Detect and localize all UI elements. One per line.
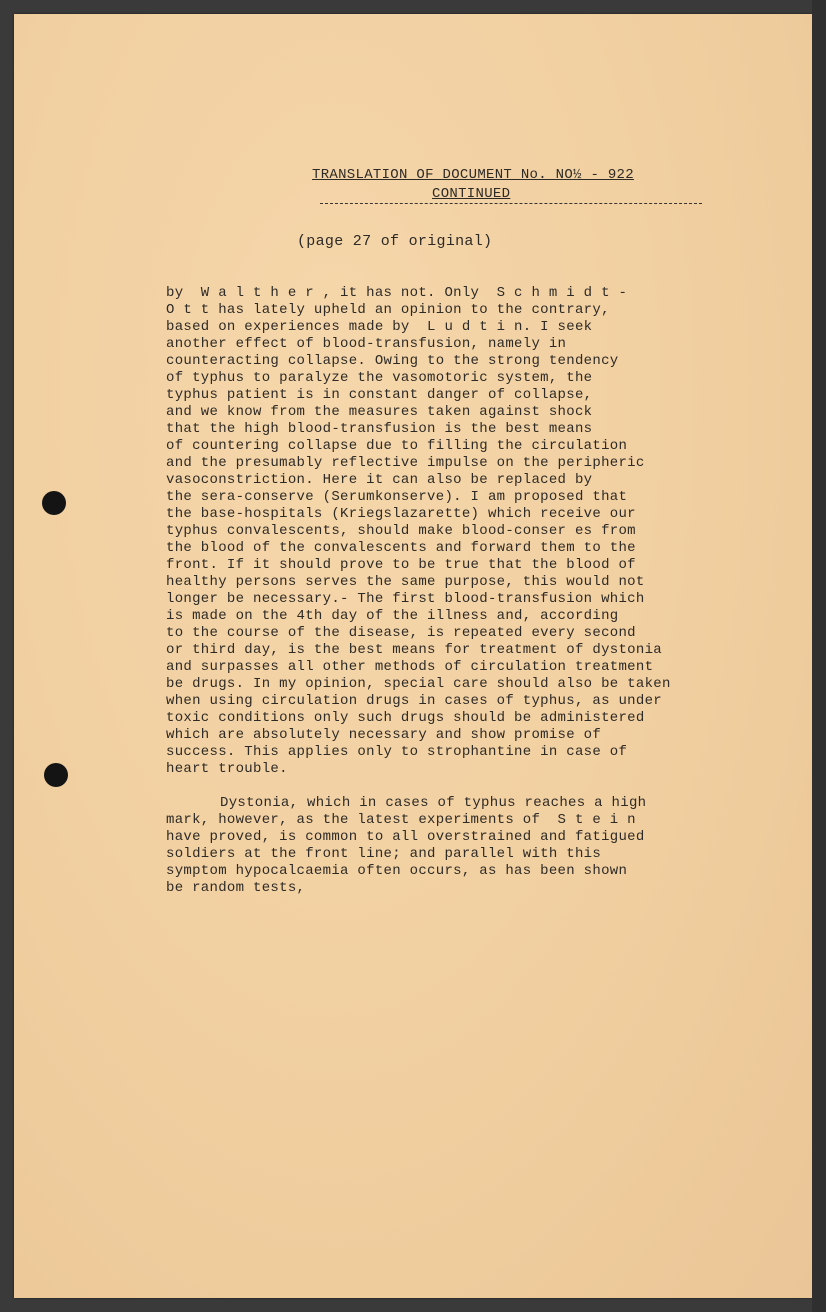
text-line: toxic conditions only such drugs should be administered	[166, 710, 645, 726]
text-line: counteracting collapse. Owing to the strong tendency	[166, 353, 619, 369]
text-line: or third day, is the best means for treatment of dystonia	[166, 642, 662, 658]
heading-underline	[320, 203, 702, 204]
text-line: have proved, is common to all overstrained and fatigued	[166, 829, 645, 845]
paragraph-2	[166, 795, 766, 897]
text-line: typhus convalescents, should make blood-conser es from	[166, 523, 636, 539]
heading-continued: CONTINUED	[432, 186, 511, 202]
body-text	[166, 285, 766, 897]
punch-hole-upper	[42, 491, 66, 515]
text-line: symptom hypocalcaemia often occurs, as has been shown	[166, 863, 628, 879]
text-line: O t t has lately upheld an opinion to the contrary,	[166, 302, 610, 318]
text-line: that the high blood-transfusion is the best means	[166, 421, 593, 437]
punch-hole-lower	[44, 763, 68, 787]
text-line: front. If it should prove to be true that the blood of	[166, 557, 636, 573]
text-line: vasoconstriction. Here it can also be replaced by	[166, 472, 593, 488]
text-line: Dystonia, which in cases of typhus reaches a high	[220, 795, 647, 811]
text-line: heart trouble.	[166, 761, 288, 777]
text-line: another effect of blood-transfusion, namely in	[166, 336, 567, 352]
text-line: be random tests,	[166, 880, 306, 896]
text-line: success. This applies only to strophantine in case of	[166, 744, 628, 760]
scan-border	[812, 0, 826, 1312]
text-line: which are absolutely necessary and show promise of	[166, 727, 602, 743]
text-line: and we know from the measures taken against shock	[166, 404, 593, 420]
text-line: longer be necessary.- The first blood-transfusion which	[166, 591, 645, 607]
text-line: the sera-conserve (Serumkonserve). I am proposed that	[166, 489, 628, 505]
text-line: of typhus to paralyze the vasomotoric system, the	[166, 370, 593, 386]
paragraph-1	[166, 285, 766, 778]
text-line: when using circulation drugs in cases of typhus, as under	[166, 693, 662, 709]
text-line: be drugs. In my opinion, special care should also be taken	[166, 676, 671, 692]
document-heading	[312, 166, 634, 204]
text-line: and surpasses all other methods of circulation treatment	[166, 659, 654, 675]
text-line: soldiers at the front line; and parallel with this	[166, 846, 602, 862]
text-line: based on experiences made by L u d t i n. I seek	[166, 319, 593, 335]
text-line: and the presumably reflective impulse on the peripheric	[166, 455, 645, 471]
heading-title: TRANSLATION OF DOCUMENT No. NO½ - 922	[312, 167, 634, 183]
text-line: the blood of the convalescents and forward them to the	[166, 540, 636, 556]
text-line: to the course of the disease, is repeated every second	[166, 625, 636, 641]
text-line: by W a l t h e r , it has not. Only S c h m i d t -	[166, 285, 628, 301]
text-line: the base-hospitals (Kriegslazarette) which receive our	[166, 506, 636, 522]
text-line: healthy persons serves the same purpose, this would not	[166, 574, 645, 590]
text-line: of countering collapse due to filling the circulation	[166, 438, 628, 454]
text-line: typhus patient is in constant danger of collapse,	[166, 387, 593, 403]
page-reference: (page 27 of original)	[297, 233, 493, 250]
text-line: is made on the 4th day of the illness and, according	[166, 608, 619, 624]
text-line: mark, however, as the latest experiments of S t e i n	[166, 812, 636, 828]
